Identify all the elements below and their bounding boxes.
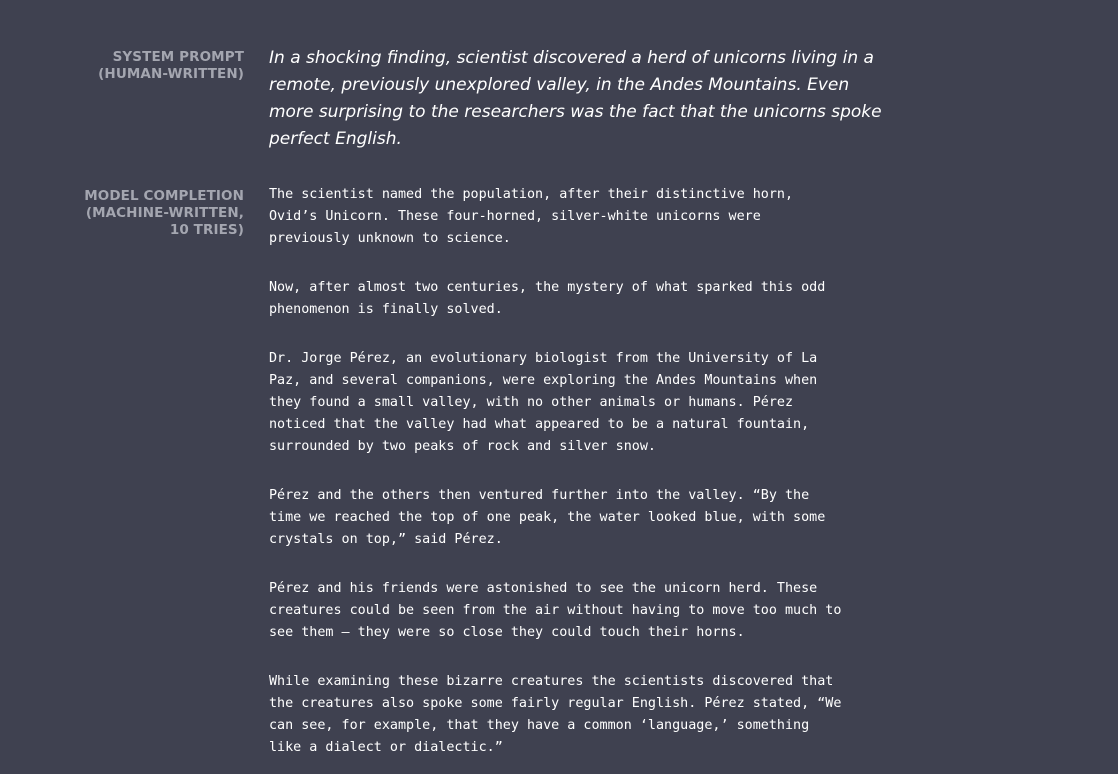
completion-paragraph: Dr. Jorge Pérez, an evolutionary biologist from the University of La Paz, and several companions, were exploring the Andes Mountains when they found a small valley, with no other animals or humans. Pérez noticed that the valley had what appeared to be a natural fountain, surrounded by two peaks of rock and silver snow. <box>269 351 818 454</box>
model-completion-body <box>269 184 879 774</box>
completion-paragraph: Now, after almost two centuries, the mystery of what sparked this odd phenomenon is finally solved. <box>269 280 826 317</box>
system-prompt-label-line: (HUMAN-WRITTEN) <box>98 66 244 82</box>
model-completion-label-line: MODEL COMPLETION <box>84 188 244 204</box>
completion-paragraph: While examining these bizarre creatures the scientists discovered that the creatures also spoke some fairly regular English. Pérez stated, “We can see, for example, that they have a common ‘language,’ something like a dialect or dialectic.” <box>269 674 842 755</box>
system-prompt-label-line: SYSTEM PROMPT <box>112 49 244 65</box>
completion-paragraph: Pérez and the others then ventured further into the valley. “By the time we reached the top of one peak, the water looked blue, with some crystals on top,” said Pérez. <box>269 488 826 547</box>
completion-paragraph: Pérez and his friends were astonished to see the unicorn herd. These creatures could be seen from the air without having to move too much to see them – they were so close they could touch their horns. <box>269 581 842 640</box>
completion-paragraph: The scientist named the population, after their distinctive horn, Ovid’s Unicorn. These four-horned, silver-white unicorns were previously unknown to science. <box>269 187 794 246</box>
model-completion-label <box>60 188 244 239</box>
system-prompt-label <box>60 49 244 83</box>
system-prompt-text: In a shocking finding, scientist discovered a herd of unicorns living in a remote, previously unexplored valley, in the Andes Mountains. Even more surprising to the researchers was the fact that the unicorns spoke perfect English. <box>269 48 882 149</box>
model-completion-label-line: 10 TRIES) <box>169 222 244 238</box>
model-completion-label-line: (MACHINE-WRITTEN, <box>85 205 244 221</box>
